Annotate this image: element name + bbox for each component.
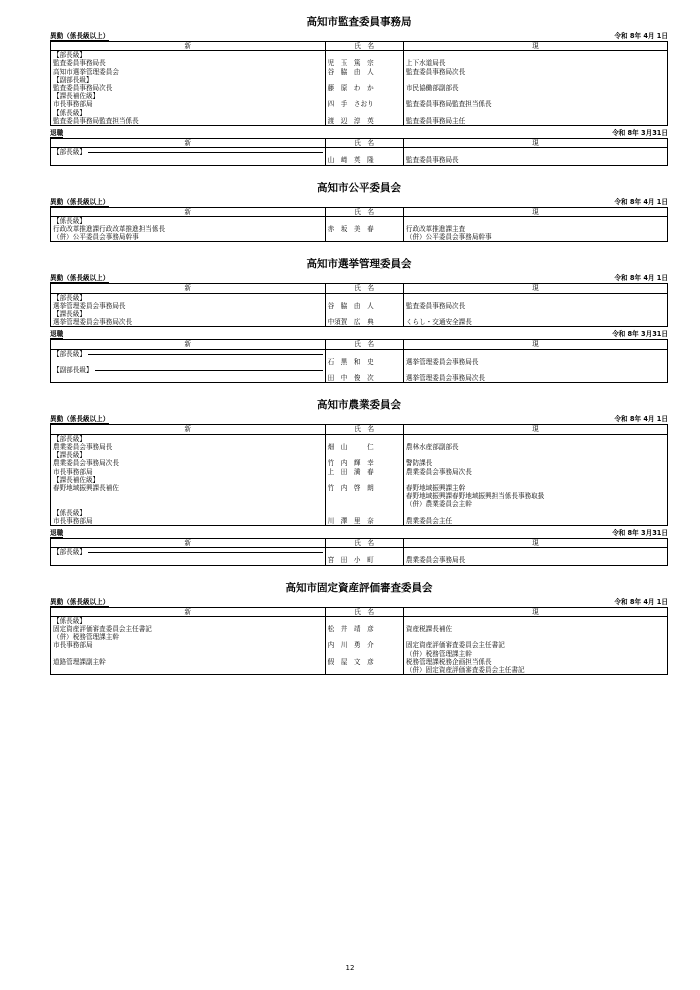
cell-new [51, 616, 326, 641]
table-row [51, 451, 668, 476]
spacer-line [406, 435, 665, 443]
header-name: 氏 名 [325, 538, 403, 547]
cell-old [403, 641, 667, 657]
spacer-line [328, 109, 401, 117]
new-position: 選挙管理委員会事務局長 [53, 301, 126, 310]
cell-name [325, 109, 403, 126]
header-old: 現 [403, 207, 667, 216]
person-name: 竹 内 輝 幸 [327, 459, 374, 468]
new-position: 市長事務部局 [53, 516, 93, 525]
table-header-row [51, 340, 668, 349]
old-position: 警防課長 [405, 459, 433, 468]
table-row [51, 349, 668, 366]
table-row [51, 434, 668, 451]
cell-name [325, 641, 403, 657]
block-label: 異動（係長級以上） [50, 32, 110, 40]
person-name: 谷 脇 由 人 [327, 67, 374, 76]
cell-name [325, 349, 403, 366]
new-position: 監査委員事務局長 [53, 59, 106, 68]
cell-new [51, 434, 326, 451]
old-position: 行政改革推進課主査 [405, 225, 466, 234]
personnel-table [50, 207, 668, 243]
table-row [51, 216, 668, 242]
block-header [50, 129, 668, 138]
old-position: 農林水産部副部長 [405, 442, 459, 451]
table-header-row [51, 42, 668, 51]
cell-old [403, 92, 667, 108]
header-name: 氏 名 [325, 207, 403, 216]
new-position: 高知市選挙管理委員会 [53, 67, 119, 76]
cell-name [325, 658, 403, 675]
new-position: 農業委員会事務局次長 [53, 459, 119, 468]
cell-old [403, 148, 667, 165]
personnel-table [50, 283, 668, 327]
spacer-line [406, 217, 665, 225]
cell-new [51, 76, 326, 92]
header-new: 新 [51, 284, 326, 293]
new-position: 市長事務部局 [53, 467, 93, 476]
table-header-row [51, 284, 668, 293]
header-old: 現 [403, 607, 667, 616]
old-position: （併）公平委員会事務局幹事 [405, 233, 492, 242]
cell-name [325, 76, 403, 92]
cell-old [403, 310, 667, 327]
spacer-line [328, 435, 401, 443]
block-date: 令和 8年 3月31日 [612, 129, 668, 138]
dash-line [88, 552, 323, 553]
grade-label: 【係長級】 [53, 108, 86, 117]
personnel-table [50, 607, 668, 676]
table-row [51, 548, 668, 565]
header-name: 氏 名 [325, 139, 403, 148]
person-name: 宮 田 小 町 [327, 556, 374, 565]
header-new: 新 [51, 207, 326, 216]
header-new: 新 [51, 538, 326, 547]
old-position: 市民協働部副部長 [405, 84, 459, 93]
grade-label: 【課長級】 [53, 310, 86, 319]
new-position: 監査委員事務局監査担当係長 [53, 116, 139, 125]
block-date: 令和 8年 3月31日 [612, 330, 668, 339]
section-title: 高知市公平委員会 [317, 181, 401, 194]
person-name: 假 屋 文 彦 [327, 657, 374, 666]
document-page [50, 0, 668, 675]
block-date: 令和 8年 4月 1日 [614, 274, 668, 283]
cell-old [403, 509, 667, 526]
block-label: 退職 [50, 528, 64, 537]
person-name: 田 中 俊 次 [327, 374, 374, 383]
block-label: 異動（係長級以上） [50, 415, 110, 424]
grade-line [53, 548, 323, 556]
spacer-line [406, 617, 665, 625]
spacer-line [406, 109, 665, 117]
header-new: 新 [51, 42, 326, 51]
header-old: 現 [403, 340, 667, 349]
personnel-table [50, 138, 668, 166]
new-position: 市長事務部局 [53, 641, 93, 650]
personnel-table [50, 41, 668, 126]
table-row [51, 51, 668, 76]
header-new: 新 [51, 607, 326, 616]
spacer-line [406, 294, 665, 302]
header-old: 現 [403, 284, 667, 293]
old-position: 資産税課長補佐 [405, 624, 453, 633]
cell-new [51, 476, 326, 509]
old-position: 農業委員会事務局長 [405, 556, 466, 565]
cell-new [51, 451, 326, 476]
old-position: 税務管理課税務企画担当係長 [405, 657, 492, 666]
cell-name [325, 509, 403, 526]
cell-name [325, 616, 403, 641]
old-position: くらし・交通安全課長 [405, 318, 472, 327]
block-date: 令和 8年 3月31日 [612, 528, 668, 537]
cell-new [51, 658, 326, 675]
table-row [51, 366, 668, 383]
grade-label: 【係長級】 [53, 216, 86, 225]
block-label: 異動（係長級以上） [50, 597, 110, 606]
header-name: 氏 名 [325, 340, 403, 349]
new-position: 監査委員事務局次長 [53, 84, 113, 93]
person-name: 渡 辺 淳 英 [327, 116, 374, 125]
cell-new [51, 148, 326, 165]
spacer-line [328, 76, 401, 84]
old-position: 監査委員事務局監査担当係長 [405, 100, 492, 109]
table-row [51, 293, 668, 310]
cell-name [325, 366, 403, 383]
cell-name [325, 293, 403, 310]
table-row [51, 658, 668, 675]
spacer-line [328, 509, 401, 517]
person-name: 藤 原 わ か [327, 84, 374, 93]
new-position: 選挙管理委員会事務局次長 [53, 318, 133, 327]
old-position: 選挙管理委員会事務局長 [405, 357, 479, 366]
person-name: 竹 内 啓 朗 [327, 483, 374, 492]
header-new: 新 [51, 340, 326, 349]
block-header [50, 198, 668, 207]
grade-label: 【部長級】 [53, 148, 86, 157]
cell-old [403, 434, 667, 451]
table-row [51, 148, 668, 165]
old-position: （併）固定資産評価審査委員会主任書記 [405, 665, 525, 674]
cell-name [325, 434, 403, 451]
old-position: 上下水道局長 [405, 59, 446, 68]
person-name: 石 黒 和 史 [327, 357, 374, 366]
person-name: 谷 脇 由 人 [327, 301, 374, 310]
cell-old [403, 293, 667, 310]
grade-label: 【部長級】 [53, 293, 86, 302]
spacer-line [328, 617, 401, 625]
header-old: 現 [403, 139, 667, 148]
new-position: 市長事務部局 [53, 100, 93, 109]
old-position: 農業委員会主任 [405, 516, 453, 525]
header-name: 氏 名 [325, 284, 403, 293]
person-name: 松 井 靖 彦 [327, 624, 374, 633]
new-position: （併）公平委員会事務局幹事 [53, 233, 139, 242]
block-label: 退職 [50, 330, 64, 339]
grade-label: 【部長級】 [53, 548, 86, 557]
table-header-row [51, 425, 668, 434]
cell-new [51, 216, 326, 242]
table-row [51, 476, 668, 509]
cell-name [325, 216, 403, 242]
table-row [51, 76, 668, 92]
new-position: 農業委員会事務局長 [53, 442, 113, 451]
grade-label: 【副部長級】 [53, 366, 93, 375]
grade-label: 【部長級】 [53, 349, 86, 358]
personnel-table [50, 339, 668, 383]
block-date: 令和 8年 4月 1日 [614, 415, 668, 424]
person-name: 四 手 さおり [327, 100, 374, 109]
cell-name [325, 476, 403, 509]
spacer-line [328, 294, 401, 302]
grade-label: 【部長級】 [53, 51, 86, 60]
personnel-table [50, 538, 668, 566]
header-old: 現 [403, 538, 667, 547]
cell-name [325, 451, 403, 476]
new-position: （併）税務管理課主幹 [53, 633, 119, 642]
cell-new [51, 293, 326, 310]
dash-line [88, 152, 323, 153]
table-row [51, 109, 668, 126]
block-header [50, 415, 668, 424]
cell-new [51, 548, 326, 565]
block-date: 令和 8年 4月 1日 [614, 597, 668, 606]
cell-name [325, 548, 403, 565]
cell-old [403, 216, 667, 242]
person-name: 上 田 満 春 [327, 467, 374, 476]
cell-old [403, 658, 667, 675]
cell-new [51, 349, 326, 366]
old-position: 監査委員事務局主任 [405, 116, 466, 125]
cell-old [403, 109, 667, 126]
table-row [51, 92, 668, 108]
grade-label: 【課長補佐級】 [53, 92, 100, 101]
spacer-line [406, 451, 665, 459]
cell-old [403, 616, 667, 641]
table-row [51, 310, 668, 327]
cell-new [51, 310, 326, 327]
old-position: 監査委員事務局長 [405, 156, 459, 165]
person-name: 児 玉 篤 宗 [327, 59, 374, 68]
cell-old [403, 76, 667, 92]
person-name: 赤 坂 美 春 [327, 225, 374, 234]
table-row [51, 641, 668, 657]
cell-new [51, 641, 326, 657]
cell-name [325, 148, 403, 165]
section-title: 高知市監査委員事務局 [306, 16, 412, 28]
grade-label: 【部長級】 [53, 434, 86, 443]
cell-old [403, 451, 667, 476]
old-position: （併）税務管理課主幹 [405, 649, 472, 658]
old-position: 監査委員事務局次長 [405, 301, 466, 310]
block-date: 令和 8年 4月 1日 [614, 197, 668, 206]
header-name: 氏 名 [325, 425, 403, 434]
person-name: 中須賀 広 典 [327, 318, 374, 327]
table-header-row [51, 607, 668, 616]
spacer-line [328, 217, 401, 225]
old-position: 選挙管理委員会事務局次長 [405, 374, 486, 383]
new-position: 道路管理課副主幹 [53, 657, 106, 666]
grade-label: 【課長補佐級】 [53, 475, 100, 484]
cell-old [403, 349, 667, 366]
person-name: 川 澤 里 奈 [327, 516, 374, 525]
grade-line [53, 350, 323, 358]
block-header [50, 330, 668, 339]
personnel-table [50, 424, 668, 525]
cell-old [403, 51, 667, 76]
block-label: 異動（係長級以上） [50, 197, 110, 206]
person-name: 畑 山 仁 [327, 442, 374, 451]
block-header [50, 32, 668, 41]
section-title: 高知市選挙管理委員会 [306, 258, 412, 271]
spacer-line [406, 509, 665, 517]
cell-name [325, 310, 403, 327]
table-header-row [51, 139, 668, 148]
header-old: 現 [403, 425, 667, 434]
cell-name [325, 92, 403, 108]
spacer-line [406, 350, 665, 358]
grade-label: 【課長級】 [53, 451, 86, 460]
section-title: 高知市固定資産評価審査委員会 [285, 581, 433, 594]
header-old: 現 [403, 42, 667, 51]
header-name: 氏 名 [325, 42, 403, 51]
grade-label: 【係長級】 [53, 508, 86, 517]
spacer-line [328, 350, 401, 358]
header-new: 新 [51, 139, 326, 148]
cell-new [51, 366, 326, 383]
cell-new [51, 509, 326, 526]
person-name: 内 川 勇 介 [327, 641, 374, 650]
old-position: 監査委員事務局次長 [405, 67, 466, 76]
table-row [51, 616, 668, 641]
new-position: 春野地域振興課長補佐 [53, 483, 119, 492]
block-label: 退職 [50, 129, 64, 138]
block-header [50, 274, 668, 283]
old-position: 固定資産評価審査委員会主任書記 [405, 641, 505, 650]
old-position: 春野地域振興課主幹 [405, 483, 466, 492]
page-number: 12 [345, 964, 355, 972]
cell-new [51, 109, 326, 126]
cell-old [403, 548, 667, 565]
block-label: 異動（係長級以上） [50, 274, 110, 283]
cell-name [325, 51, 403, 76]
cell-old [403, 476, 667, 509]
grade-label: 【副部長級】 [53, 75, 93, 84]
table-header-row [51, 207, 668, 216]
new-position: 固定資産評価審査委員会主任書記 [53, 624, 152, 633]
grade-line [53, 366, 323, 374]
spacer-line [406, 76, 665, 84]
old-position: （併）農業委員会主幹 [405, 500, 472, 509]
block-header [50, 598, 668, 607]
cell-old [403, 366, 667, 383]
section-title: 高知市農業委員会 [317, 399, 401, 412]
block-header [50, 529, 668, 538]
person-name: 山 﨑 英 隆 [327, 156, 374, 165]
old-position: 農業委員会事務局次長 [405, 467, 472, 476]
old-position: 春野地域振興課春野地域振興担当係長事務取扱 [405, 492, 545, 501]
block-date: 令和 8年 4月 1日 [614, 32, 668, 40]
cell-new [51, 51, 326, 76]
header-new: 新 [51, 425, 326, 434]
dash-line [88, 354, 323, 355]
spacer-line [328, 476, 401, 484]
header-name: 氏 名 [325, 607, 403, 616]
grade-label: 【係長級】 [53, 616, 86, 625]
grade-line [53, 148, 323, 156]
spacer-line [406, 476, 665, 484]
table-row [51, 509, 668, 526]
dash-line [95, 370, 323, 371]
table-header-row [51, 538, 668, 547]
cell-new [51, 92, 326, 108]
new-position: 行政改革推進課行政改革推進担当係長 [53, 225, 166, 234]
